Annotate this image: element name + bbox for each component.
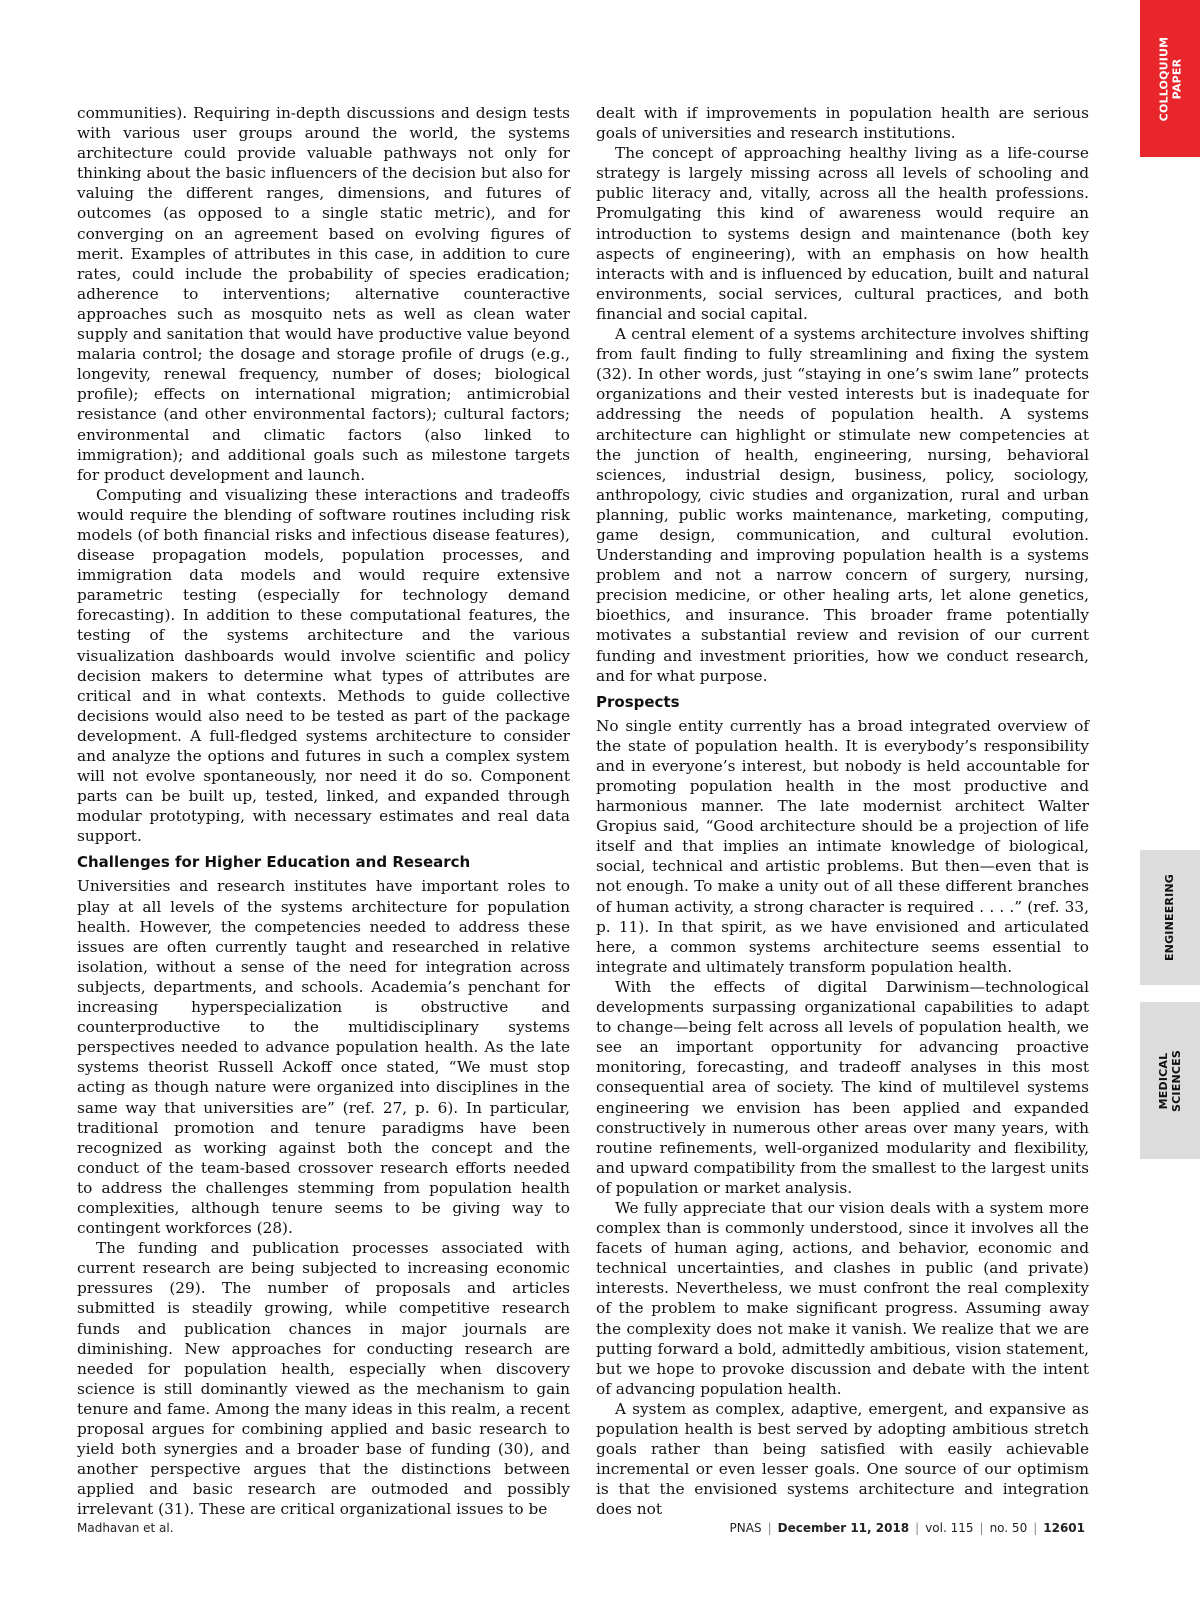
right-paragraph-2: The concept of approaching healthy living as a life-course strategy is largely missing across all levels of schooling and public literacy and, vitally, across all the health professions. Promulgating this kind of awareness would require an introduction to systems design and maintenance (both key aspects of engineering), with an emphasis on how health interacts with and is influenced by education, built and natural environments, social services, cultural practices, and both financial and social capital. (596, 144, 1089, 323)
footer-date: December 11, 2018 (777, 1521, 910, 1535)
section-heading-challenges: Challenges for Higher Education and Research (77, 853, 471, 872)
medical-sciences-section-tab (1140, 1002, 1200, 1159)
left-paragraph-2: Computing and visualizing these interactions and tradeoffs would require the blending of software routines including risk models (of both financial risks and infectious disease features), disease propagation models, population processes, and immigration data models and would require extensive parametric testing (especially for technology demand forecasting). In addition to these computational features, the testing of the systems architecture and the various visualization dashboards would involve scientific and policy decision makers to determine what types of attributes are critical and in what contexts. Methods to guide collective decisions would also need to be tested as part of the package development. A full-fledged systems architecture to consider and analyze the options and futures in such a complex system will not evolve spontaneously, nor need it do so. Component parts can be built up, tested, linked, and expanded through modular prototyping, with necessary estimates and real data support. (77, 485, 570, 846)
footer-volume: vol. 115 (925, 1521, 974, 1535)
right-column (596, 103, 1089, 1519)
right-paragraph-5: With the effects of digital Darwinism—technological developments surpassing organizational capabilities to adapt to change—being felt across all levels of population health, we see an important opportunity for advancing proactive monitoring, forecasting, and tradeoff analyses in this most consequential area of society. The kind of multilevel systems engineering we envision has been applied and expanded constructively in numerous other areas over many years, with routine refinements, well-organized modularity and flexibility, and upward compatibility from the smallest to the largest units of population or market analysis. (596, 977, 1089, 1197)
right-paragraph-3: A central element of a systems architecture involves shifting from fault finding to fully streamlining and fixing the system (32). In other words, just “staying in one’s swim lane” protects organizations and their vested interests but is inadequate for addressing the needs of population health. A systems architecture can highlight or stimulate new competencies at the junction of health, engineering, nursing, behavioral sciences, industrial design, business, policy, sociology, anthropology, civic studies and organization, rural and urban planning, public works maintenance, marketing, computing, game design, communication, and cultural evolution. Understanding and improving population health is a systems problem and not a narrow concern of surgery, nursing, precision medicine, or other healing arts, let alone genetics, bioethics, and insurance. This broader frame potentially motivates a substantial review and revision of our current funding and investment priorities, how we conduct research, and for what purpose. (596, 325, 1089, 685)
engineering-section-tab (1140, 850, 1200, 985)
left-paragraph-3: Universities and research institutes have important roles to play at all levels of the systems architecture for population health. However, the competencies needed to address these issues are often currently taught and researched in relative isolation, without a sense of the need for integration across subjects, departments, and schools. Academia’s penchant for increasing hyperspecialization is obstructive and counterproductive to the multidisciplinary systems perspectives needed to advance population health. As the late systems theorist Russell Ackoff once stated, “We must stop acting as though nature were organized into disciplines in the same way that universities are” (ref. 27, p. 6). In particular, traditional promotion and tenure paradigms have been recognized as working against both the concept and the conduct of the team-based crossover research efforts needed to address the challenges stemming from population health complexities, although tenure seems to be giving way to contingent workforces (28). (77, 877, 570, 1238)
footer-authors: Madhavan et al. (77, 1521, 174, 1535)
footer-issue: no. 50 (989, 1521, 1028, 1535)
colloquium-paper-label: COLLOQUIUM PAPER (1157, 36, 1183, 121)
right-paragraph-7: A system as complex, adaptive, emergent, and expansive as population health is best served by adopting ambitious stretch goals rather than being satisfied with easily achievable incremental or even lesser goals. One source of our optimism is that the envisioned systems architecture and integration does not (596, 1399, 1089, 1519)
left-paragraph-4: The funding and publication processes associated with current research are being subjected to increasing economic pressures (29). The number of proposals and articles submitted is steadily growing, while competitive research funds and publication chances in major journals are diminishing. New approaches for conducting research are needed for population health, especially when discovery science is still dominantly viewed as the mechanism to gain tenure and fame. Among the many ideas in this realm, a recent proposal argues for combining applied and basic research to yield both synergies and a broader base of funding (30), and another perspective argues that the distinctions between applied and basic research are outmoded and possibly irrelevant (31). These are critical organizational issues to be (77, 1239, 570, 1519)
section-heading-prospects: Prospects (596, 692, 680, 711)
colloquium-paper-tab (1140, 0, 1200, 157)
engineering-label: ENGINEERING (1163, 873, 1177, 962)
left-column (77, 103, 570, 1519)
footer-page-number: 12601 (1043, 1521, 1085, 1535)
footer-journal-name: PNAS (729, 1521, 762, 1535)
footer-citation: PNAS | December 11, 2018 | vol. 115 | no. 50 | 12601 (729, 1521, 1085, 1535)
right-paragraph-6: We fully appreciate that our vision deals with a system more complex than is commonly understood, since it involves all the facets of human aging, actions, and behavior, economic and technical uncertainties, and clashes in public (and private) interests. Nevertheless, we must confront the real complexity of the problem to make significant progress. Assuming away the complexity does not make it vanish. We realize that we are putting forward a bold, admittedly ambitious, vision statement, but we hope to provoke discussion and debate with the intent of advancing population health. (596, 1198, 1089, 1398)
medical-sciences-label: MEDICAL SCIENCES (1157, 1049, 1184, 1112)
left-paragraph-1: communities). Requiring in-depth discussions and design tests with various user groups around the world, the systems architecture could provide valuable pathways not only for thinking about the basic influencers of the decision but also for valuing the different ranges, dimensions, and futures of outcomes (as opposed to a single static metric), and for converging on an agreement based on evolving figures of merit. Examples of attributes in this case, in addition to cure rates, could include the probability of species eradication; adherence to interventions; alternative counteractive approaches such as mosquito nets as well as clean water supply and sanitation that would have productive value beyond malaria control; the dosage and storage profile of drugs (e.g., longevity, renewal frequency, number of doses; biological profile); effects on international migration; antimicrobial resistance (and other environmental factors); cultural factors; environmental and climatic factors (also linked to immigration); and additional goals such as milestone targets for product development and launch. (77, 104, 570, 484)
right-paragraph-4: No single entity currently has a broad integrated overview of the state of population health. It is everybody’s responsibility and in everyone’s interest, but nobody is held accountable for promoting population health in the most productive and harmonious manner. The late modernist architect Walter Gropius said, “Good architecture should be a projection of life itself and that implies an intimate knowledge of biological, social, technical and artistic problems. But then—even that is not enough. To make a unity out of all these different branches of human activity, a strong character is required . . . .” (ref. 33, p. 11). In that spirit, as we have envisioned and articulated here, a common systems architecture seems essential to integrate and ultimately transform population health. (596, 716, 1089, 976)
right-paragraph-1: dealt with if improvements in population health are serious goals of universities and research institutions. (596, 104, 1089, 143)
